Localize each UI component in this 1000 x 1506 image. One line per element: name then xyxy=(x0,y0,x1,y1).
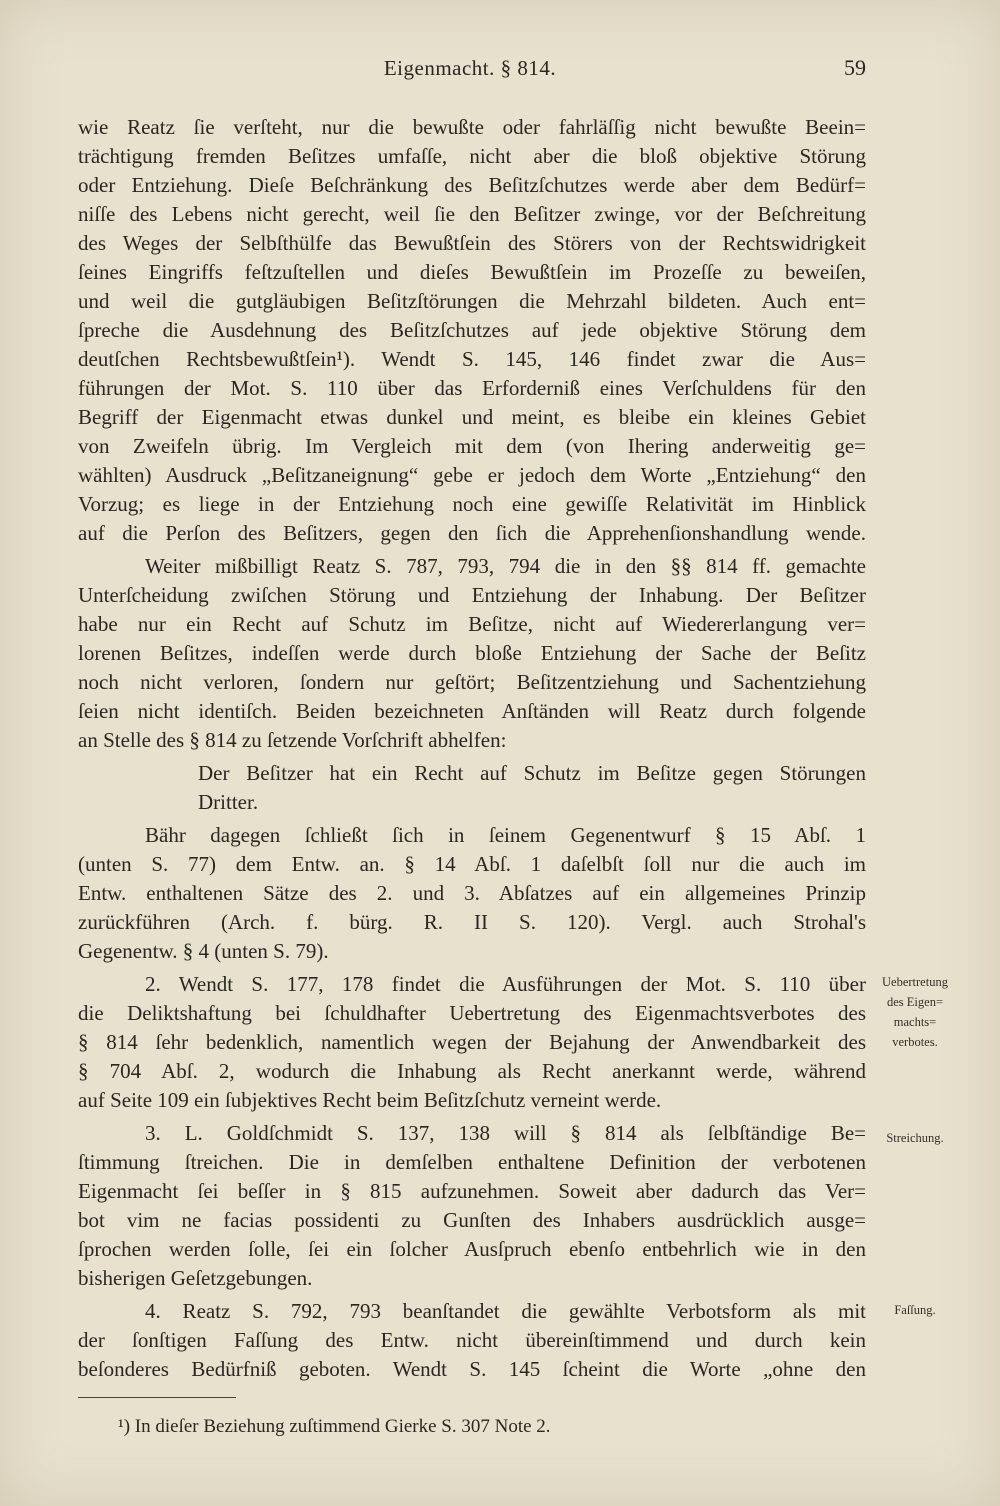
text-line: 4. Reatz S. 792, 793 beanſtandet die gewählte Verbotsform als mit xyxy=(145,1299,866,1323)
paragraph-continuation xyxy=(78,113,866,548)
text-line: Der Beſitzer hat ein Recht auf Schutz im Beſitze gegen Störungen xyxy=(198,761,866,785)
paragraph-item-3 xyxy=(78,1119,866,1293)
text-line: Unterſcheidung zwiſchen Störung und Entziehung der Inhabung. Der Beſitzer xyxy=(78,583,866,607)
text-line: des Weges der Selbſthülfe das Bewußtſein des Störers von der Rechtswidrigkeit xyxy=(78,231,866,255)
text-line: Dritter. xyxy=(198,790,259,814)
text-line: bisherigen Geſetzgebungen. xyxy=(78,1266,313,1290)
paragraph-item-4 xyxy=(78,1297,866,1384)
text-line: wie Reatz ſie verſteht, nur die bewußte oder fahrläſſig nicht bewußte Beein= xyxy=(78,115,866,139)
margin-note-line: Uebertretung xyxy=(882,975,948,989)
text-line: habe nur ein Recht auf Schutz im Beſitze, nicht auf Wiedererlangung ver= xyxy=(78,612,866,636)
text-line: auf die Perſon des Beſitzers, gegen den ſich die Apprehenſionshandlung wende. xyxy=(78,521,866,545)
margin-note-fassung xyxy=(866,1300,964,1320)
text-line: (unten S. 77) dem Entw. an. § 14 Abſ. 1 daſelbſt ſoll nur die auch im xyxy=(78,852,866,876)
page-number: 59 xyxy=(844,55,866,80)
paragraph xyxy=(78,821,866,966)
text-line: § 814 ſehr bedenklich, namentlich wegen der Bejahung der Anwendbarkeit des xyxy=(78,1030,866,1054)
margin-note-line: Streichung. xyxy=(886,1131,944,1145)
text-line: Begriff der Eigenmacht etwas dunkel und meint, es bleibe ein kleines Gebiet xyxy=(78,405,866,429)
text-line: niſſe des Lebens nicht gerecht, weil ſie den Beſitzer zwinge, vor der Beſchreitung xyxy=(78,202,866,226)
text-line: deutſchen Rechtsbewußtſein¹). Wendt S. 145, 146 findet zwar die Aus= xyxy=(78,347,866,371)
text-line: oder Entziehung. Dieſe Beſchränkung des Beſitzſchutzes werde aber dem Bedürf= xyxy=(78,173,866,197)
running-head: Eigenmacht. § 814. xyxy=(383,56,557,80)
text-line: die Deliktshaftung bei ſchuldhafter Uebertretung des Eigenmachtsverbotes des xyxy=(78,1001,866,1025)
text-line: ſpreche die Ausdehnung des Beſitzſchutzes auf jede objektive Störung dem xyxy=(78,318,866,342)
text-line: Eigenmacht ſei beſſer in § 815 aufzunehmen. Soweit aber dadurch das Ver= xyxy=(78,1179,866,1203)
text-line: ſeien nicht identiſch. Beiden bezeichneten Anſtänden will Reatz durch folgende xyxy=(78,699,866,723)
margin-note-streichung xyxy=(866,1128,964,1148)
text-line: auf Seite 109 ein ſubjektives Recht beim Beſitzſchutz verneint werde. xyxy=(78,1088,662,1112)
paragraph xyxy=(78,552,866,755)
text-line: an Stelle des § 814 zu ſetzende Vorſchrift abhelfen: xyxy=(78,728,507,752)
text-line: noch nicht verloren, ſondern nur geſtört; Beſitzentziehung und Sachentziehung xyxy=(78,670,866,694)
margin-note-line: des Eigen= xyxy=(887,995,943,1009)
text-line: ſeines Eingriffs feſtzuſtellen und dieſes Bewußtſein im Prozeſſe zu beweiſen, xyxy=(78,260,866,284)
text-line: ſprochen werden ſolle, ſei ein ſolcher Ausſpruch ebenſo entbehrlich wie in den xyxy=(78,1237,866,1261)
text-line: ſtimmung ſtreichen. Die in demſelben enthaltene Definition der verbotenen xyxy=(78,1150,866,1174)
text-line: zurückführen (Arch. f. bürg. R. II S. 120). Vergl. auch Strohal's xyxy=(78,910,866,934)
paragraph-item-2 xyxy=(78,970,866,1115)
text-line: und weil die gutgläubigen Beſitzſtörungen die Mehrzahl bildeten. Auch ent= xyxy=(78,289,866,313)
text-line: der ſonſtigen Faſſung des Entw. nicht übereinſtimmend und durch kein xyxy=(78,1328,866,1352)
text-line: 3. L. Goldſchmidt S. 137, 138 will § 814 als ſelbſtändige Be= xyxy=(145,1121,866,1145)
text-line: von Zweifeln übrig. Im Vergleich mit dem (von Ihering anderweitig ge= xyxy=(78,434,866,458)
footnote: ¹) In dieſer Beziehung zuſtimmend Gierke S. 307 Note 2. xyxy=(118,1416,551,1437)
text-line: führungen der Mot. S. 110 über das Erforderniß eines Verſchuldens für den xyxy=(78,376,866,400)
margin-note-line: machts= xyxy=(893,1015,937,1029)
margin-note-uebertretung xyxy=(866,972,964,1052)
quoted-provision xyxy=(78,759,866,817)
margin-note-line: verbotes. xyxy=(892,1035,938,1049)
text-line: § 704 Abſ. 2, wodurch die Inhabung als Recht anerkannt werde, während xyxy=(78,1059,866,1083)
text-line: lorenen Beſitzes, indeſſen werde durch bloße Entziehung der Sache der Beſitz xyxy=(78,641,866,665)
text-line: Weiter mißbilligt Reatz S. 787, 793, 794 die in den §§ 814 ff. gemachte xyxy=(145,554,866,578)
text-line: bot vim ne facias possidenti zu Gunſten des Inhabers ausdrücklich ausge= xyxy=(78,1208,866,1232)
text-line: Gegenentw. § 4 (unten S. 79). xyxy=(78,939,329,963)
margin-note-line: Faſſung. xyxy=(894,1303,936,1317)
text-line: trächtigung fremden Beſitzes umfaſſe, nicht aber die bloß objektive Störung xyxy=(78,144,866,168)
body-text xyxy=(78,113,866,1384)
text-line: Bähr dagegen ſchließt ſich in ſeinem Gegenentwurf § 15 Abſ. 1 xyxy=(145,823,866,847)
text-line: Entw. enthaltenen Sätze des 2. und 3. Abſatzes auf ein allgemeines Prinzip xyxy=(78,881,866,905)
text-line: wählten) Ausdruck „Beſitzaneignung“ gebe er jedoch dem Worte „Entziehung“ den xyxy=(78,463,866,487)
footnote-rule xyxy=(78,1397,236,1398)
text-line: Vorzug; es liege in der Entziehung noch eine gewiſſe Relativität im Hinblick xyxy=(78,492,866,516)
text-line: beſonderes Bedürfniß geboten. Wendt S. 145 ſcheint die Worte „ohne den xyxy=(78,1357,866,1381)
text-line: 2. Wendt S. 177, 178 findet die Ausführungen der Mot. S. 110 über xyxy=(145,972,866,996)
